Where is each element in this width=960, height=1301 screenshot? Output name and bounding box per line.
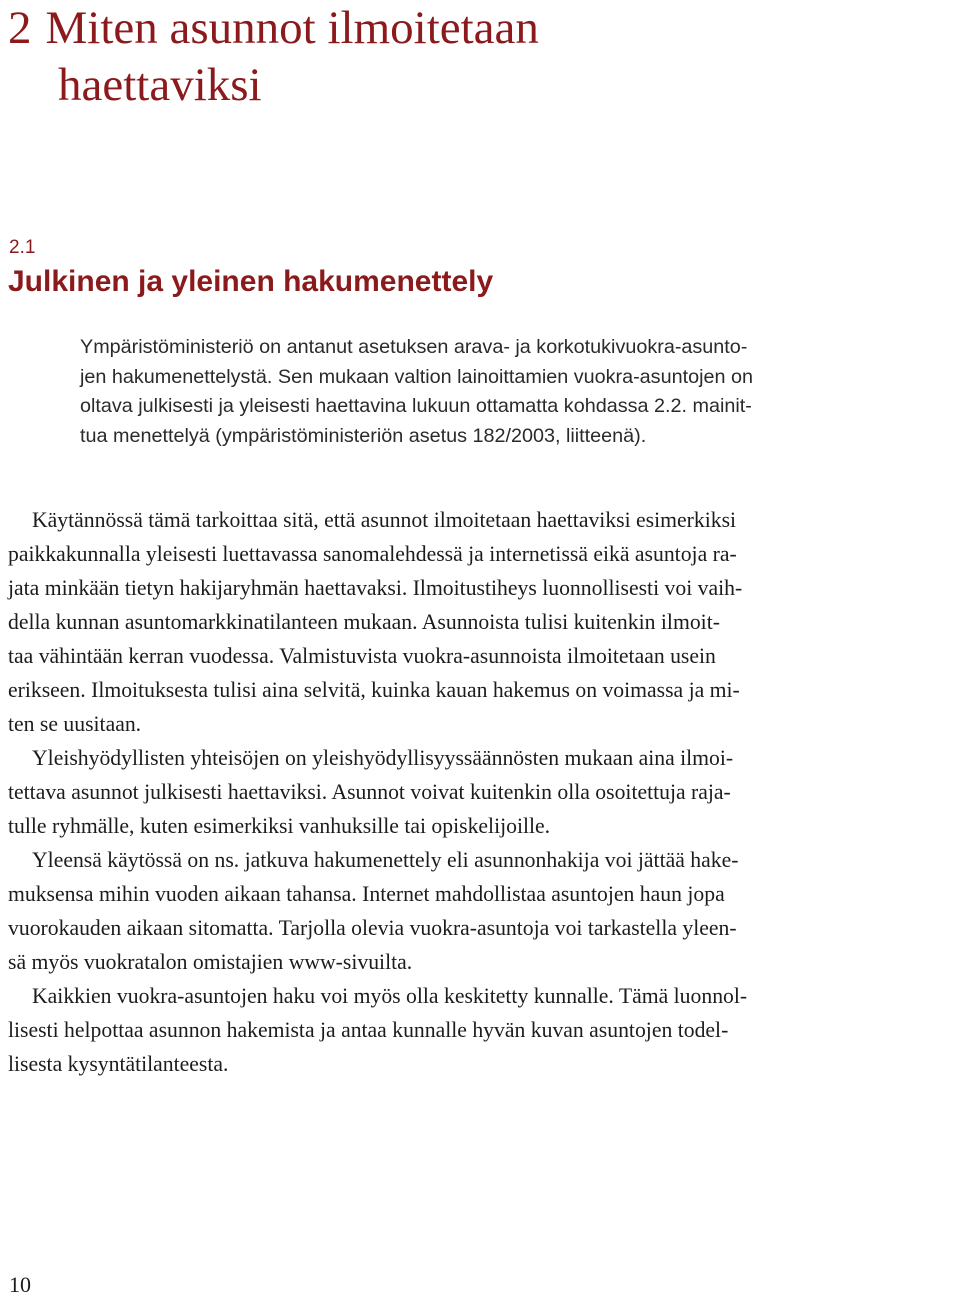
body-line: Yleensä käytössä on ns. jatkuva hakumenettely eli asunnonhakija voi jättää hake- [32, 848, 739, 872]
page-number: 10 [9, 1272, 31, 1297]
body-line: Kaikkien vuokra-asuntojen haku voi myös olla keskitetty kunnalle. Tämä luonnol- [32, 984, 748, 1008]
body-paragraph-3 [8, 843, 960, 979]
intro-line: jen hakumenettelystä. Sen mukaan valtion lainoittamien vuokra-asuntojen on [80, 365, 753, 388]
body-paragraph-1 [8, 503, 960, 741]
body-line: muksensa mihin vuoden aikaan tahansa. Internet mahdollistaa asuntojen haun jopa [8, 882, 725, 906]
body-line: paikkakunnalla yleisesti luettavassa sanomalehdessä ja internetissä eikä asuntoja ra- [8, 542, 737, 566]
body-line: tulle ryhmälle, kuten esimerkiksi vanhuksille tai opiskelijoille. [8, 814, 551, 838]
body-line: Käytännössä tämä tarkoittaa sitä, että asunnot ilmoitetaan haettaviksi esimerkiksi [32, 508, 737, 532]
intro-paragraph [80, 333, 960, 451]
body-line: della kunnan asuntomarkkinatilanteen mukaan. Asunnoista tulisi kuitenkin ilmoit- [8, 610, 720, 634]
chapter-title-line-2: haettaviksi [58, 59, 262, 111]
body-paragraph-4 [8, 979, 960, 1081]
section-title: Julkinen ja yleinen hakumenettely [8, 265, 494, 298]
body-line: taa vähintään kerran vuodessa. Valmistuvista vuokra-asunnoista ilmoitetaan usein [8, 644, 716, 668]
body-line: vuorokauden aikaan sitomatta. Tarjolla olevia vuokra-asuntoja voi tarkastella yleen- [8, 916, 737, 940]
body-line: lisesti helpottaa asunnon hakemista ja antaa kunnalle hyvän kuvan asuntojen todel- [8, 1018, 729, 1042]
body-line: sä myös vuokratalon omistajien www-sivuilta. [8, 950, 413, 974]
body-line: jata minkään tietyn hakijaryhmän haettavaksi. Ilmoitustiheys luonnollisesti voi vaih- [8, 576, 743, 600]
intro-line: tua menettelyä (ympäristöministeriön asetus 182/2003, liitteenä). [80, 424, 647, 447]
body-line: tettava asunnot julkisesti haettaviksi. Asunnot voivat kuitenkin olla osoitettuja raja- [8, 780, 731, 804]
chapter-title-line-1 [8, 0, 908, 57]
body-line: lisesta kysyntätilanteesta. [8, 1052, 229, 1076]
intro-line: oltava julkisesti ja yleisesti haettavina lukuun ottamatta kohdassa 2.2. mainit- [80, 395, 752, 417]
chapter-number: 2 [8, 2, 32, 54]
body-text [8, 503, 960, 1081]
body-line: Yleishyödyllisten yhteisöjen on yleishyödyllisyyssäännösten mukaan aina ilmoi- [32, 746, 734, 770]
body-line: erikseen. Ilmoituksesta tulisi aina selvitä, kuinka kauan hakemus on voimassa ja mi- [8, 678, 740, 702]
chapter-title [8, 0, 908, 114]
section-number: 2.1 [9, 237, 36, 258]
body-paragraph-2 [8, 741, 960, 843]
intro-line: Ympäristöministeriö on antanut asetuksen arava- ja korkotukivuokra-asunto- [80, 336, 748, 358]
chapter-title-text-1: Miten asunnot ilmoitetaan [45, 2, 539, 54]
body-line: ten se uusitaan. [8, 712, 142, 736]
